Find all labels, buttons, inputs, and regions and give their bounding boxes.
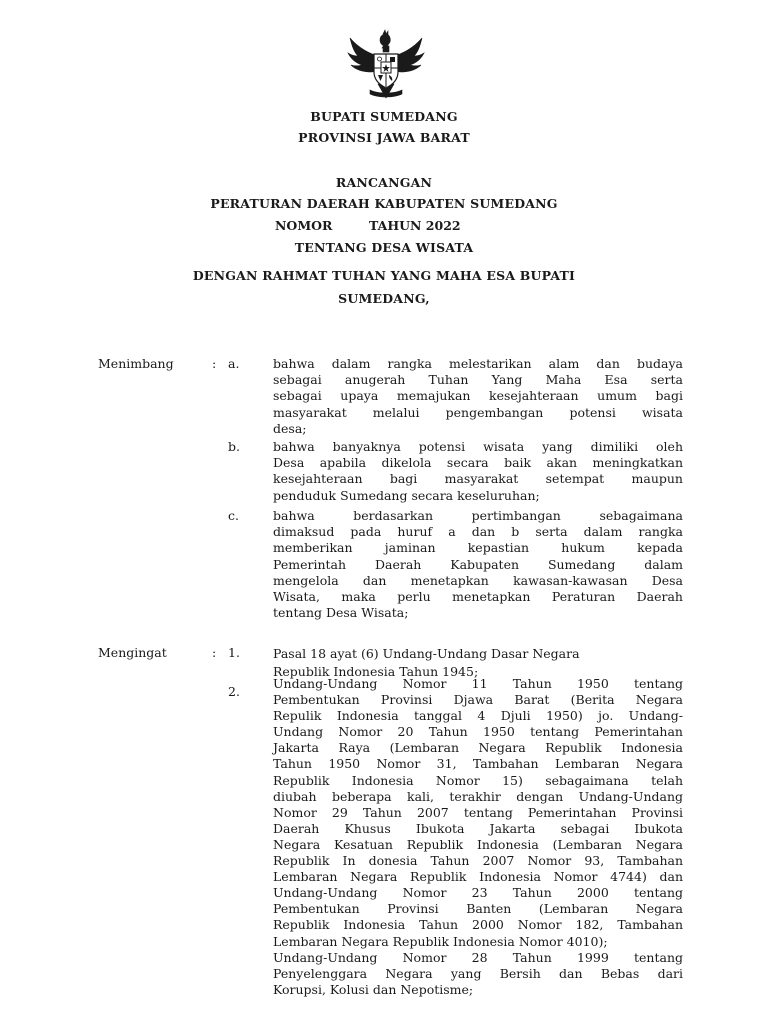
mengingat-marker-1: 1. xyxy=(228,645,240,660)
text-line: Pembentukan Provinsi Djawa Barat (Berita Negara xyxy=(273,692,683,708)
text-line: Negara Kesatuan Republik Indonesia (Lembaran Negara xyxy=(273,836,683,852)
text-line: Tahun 1950 Nomor 31, Tambahan Lembaran Negara xyxy=(273,756,683,772)
text-line: Wisata, maka perlu menetapkan Peraturan Daerah xyxy=(273,589,683,605)
text-line: dimaksud pada huruf a dan b serta dalam rangka xyxy=(273,524,683,540)
mengingat-marker-2: 2. xyxy=(228,684,240,699)
text-line: diubah beberapa kali, terakhir dengan Undang-Undang xyxy=(273,788,683,804)
text-line: bahwa berdasarkan pertimbangan sebagaimana xyxy=(273,508,683,523)
text-line: Pembentukan Provinsi Banten (Lembaran Negara xyxy=(273,901,683,917)
text-line: bahwa banyaknya potensi wisata yang dimiliki oleh xyxy=(273,439,683,454)
menimbang-marker-a: a. xyxy=(228,356,240,371)
text-line: Undang Nomor 20 Tahun 1950 tentang Pemerintahan xyxy=(273,724,683,740)
header-rancangan: RANCANGAN xyxy=(335,175,433,190)
header-dengan-rahmat: DENGAN RAHMAT TUHAN YANG MAHA ESA BUPATI xyxy=(192,268,576,283)
header-title-provinsi: PROVINSI JAWA BARAT xyxy=(298,130,470,145)
header-peraturan-daerah: PERATURAN DAERAH KABUPATEN SUMEDANG xyxy=(210,196,558,211)
text-line: tentang Desa Wisata; xyxy=(273,605,409,621)
menimbang-label: Menimbang xyxy=(98,356,174,371)
text-line: Republik Indonesia Tahun 1945; xyxy=(273,663,479,679)
text-line: mengelola dan menetapkan kawasan-kawasan Desa xyxy=(273,572,683,588)
menimbang-colon: : xyxy=(212,356,217,371)
text-line: sebagai upaya memajukan kesejahteraan umum bagi xyxy=(273,388,683,404)
text-line: Nomor 29 Tahun 2007 tentang Pemerintahan Provinsi xyxy=(273,804,683,820)
text-line: Undang-Undang Nomor 28 Tahun 1999 tentang xyxy=(273,949,683,965)
text-line: memberikan jaminan kepastian hukum kepada xyxy=(273,540,683,556)
text-line: sebagai anugerah Tuhan Yang Maha Esa serta xyxy=(273,372,683,388)
menimbang-marker-b: b. xyxy=(228,439,240,454)
text-line: penduduk Sumedang secara keseluruhan; xyxy=(273,487,540,503)
text-line: Undang-Undang Nomor 11 Tahun 1950 tentang xyxy=(273,676,683,691)
text-line: Undang-Undang Nomor 23 Tahun 2000 tentang xyxy=(273,885,683,901)
garuda-emblem-icon xyxy=(342,28,430,100)
text-line: Republik Indonesia Nomor 15) sebagaimana telah xyxy=(273,772,683,788)
menimbang-item-b xyxy=(273,439,683,504)
text-line: desa; xyxy=(273,420,307,436)
header-nomor-label: NOMOR xyxy=(275,218,333,233)
text-line: Republik In donesia Tahun 2007 Nomor 93, Tambahan xyxy=(273,853,683,869)
text-line: Jakarta Raya (Lembaran Negara Republik Indonesia xyxy=(273,740,683,756)
text-line: Korupsi, Kolusi dan Nepotisme; xyxy=(273,981,474,997)
header-sumedang: SUMEDANG, xyxy=(338,291,430,306)
menimbang-item-c xyxy=(273,508,683,621)
text-line: Republik Indonesia Tahun 2000 Nomor 182, Tambahan xyxy=(273,917,683,933)
text-line: bahwa dalam rangka melestarikan alam dan budaya xyxy=(273,356,683,371)
header-title-bupati: BUPATI SUMEDANG xyxy=(310,109,458,124)
mengingat-item-2 xyxy=(273,676,683,998)
header-tentang: TENTANG DESA WISATA xyxy=(294,240,474,255)
menimbang-marker-c: c. xyxy=(228,508,239,523)
text-line: Lembaran Negara Republik Indonesia Nomor 4744) dan xyxy=(273,869,683,885)
text-line: Repulik Indonesia tanggal 4 Djuli 1950) jo. Undang- xyxy=(273,708,683,724)
text-line: Lembaran Negara Republik Indonesia Nomor 4010); xyxy=(273,933,608,949)
mengingat-colon: : xyxy=(212,645,217,660)
menimbang-item-a xyxy=(273,356,683,437)
mengingat-label: Mengingat xyxy=(98,645,167,660)
mengingat-item-1 xyxy=(273,645,683,680)
text-line: masyarakat melalui pengembangan potensi wisata xyxy=(273,404,683,420)
header-tahun-label: TAHUN 2022 xyxy=(369,218,461,233)
text-line: Daerah Khusus Ibukota Jakarta sebagai Ibukota xyxy=(273,820,683,836)
text-line: Pasal 18 ayat (6) Undang-Undang Dasar Negara xyxy=(273,646,580,661)
text-line: Desa apabila dikelola secara baik akan meningkatkan xyxy=(273,455,683,471)
text-line: Pemerintah Daerah Kabupaten Sumedang dalam xyxy=(273,556,683,572)
text-line: Penyelenggara Negara yang Bersih dan Bebas dari xyxy=(273,965,683,981)
text-line: kesejahteraan bagi masyarakat setempat maupun xyxy=(273,471,683,487)
